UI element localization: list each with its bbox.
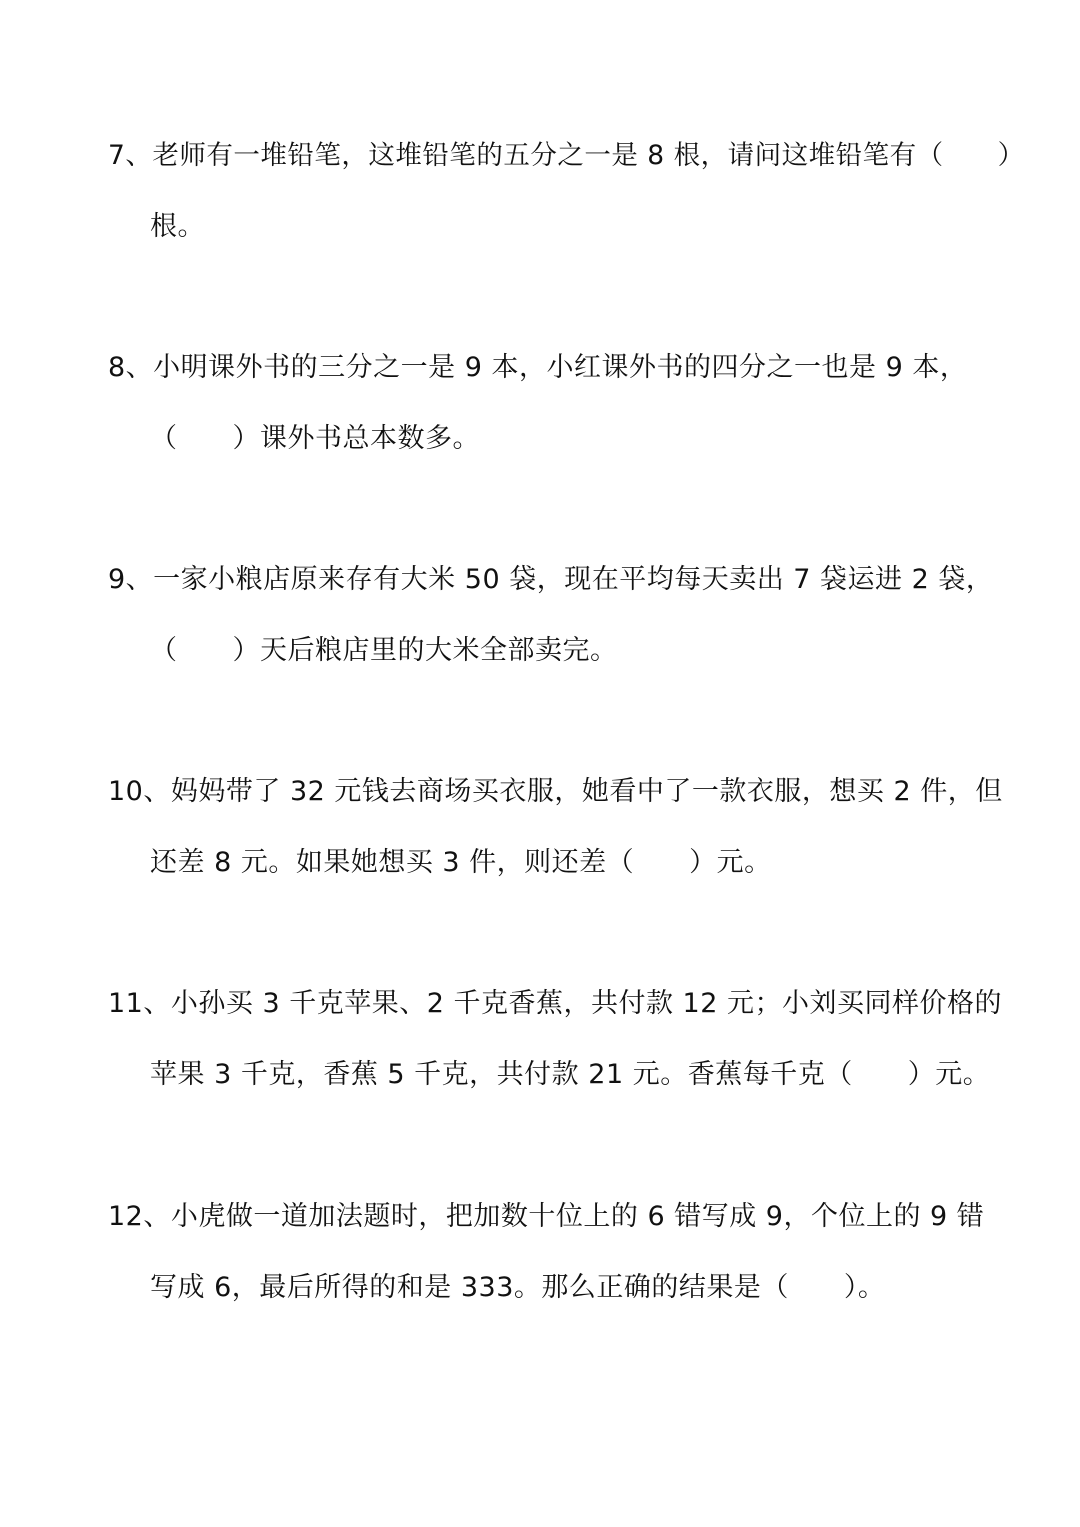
question-8-line-2: （ ）课外书总本数多。: [150, 423, 480, 454]
question-11-line-1: 11、小孙买 3 千克苹果、2 千克香蕉，共付款 12 元；小刘买同样价格的: [108, 988, 1002, 1019]
question-10-line-1: 10、妈妈带了 32 元钱去商场买衣服，她看中了一款衣服，想买 2 件，但: [108, 776, 1003, 807]
question-7-line-1: 7、老师有一堆铅笔，这堆铅笔的五分之一是 8 根，请问这堆铅笔有（ ）: [108, 140, 1025, 171]
question-12-line-2: 写成 6，最后所得的和是 333。那么正确的结果是（ ）。: [150, 1272, 886, 1303]
question-12-line-1: 12、小虎做一道加法题时，把加数十位上的 6 错写成 9，个位上的 9 错: [108, 1201, 985, 1232]
question-8-line-1: 8、小明课外书的三分之一是 9 本，小红课外书的四分之一也是 9 本，: [108, 352, 968, 383]
question-9-line-1: 9、一家小粮店原来存有大米 50 袋，现在平均每天卖出 7 袋运进 2 袋，: [108, 564, 994, 595]
question-10-line-2: 还差 8 元。如果她想买 3 件，则还差（ ）元。: [150, 847, 772, 878]
question-7-line-2: 根。: [150, 211, 205, 242]
question-9-line-2: （ ）天后粮店里的大米全部卖完。: [150, 635, 618, 666]
question-11-line-2: 苹果 3 千克，香蕉 5 千克，共付款 21 元。香蕉每千克（ ）元。: [150, 1059, 991, 1090]
